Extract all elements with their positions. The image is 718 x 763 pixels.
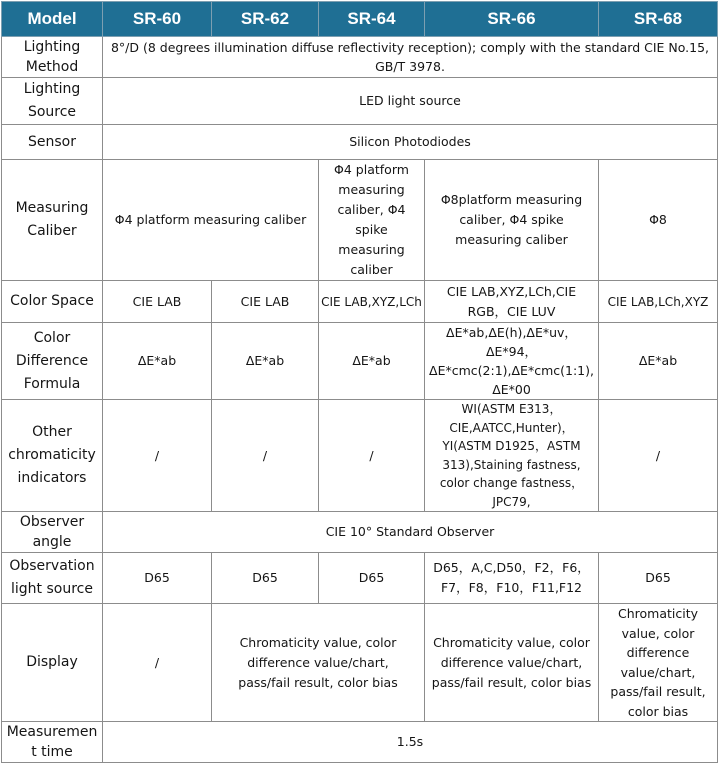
value-measurement-time: 1.5s bbox=[103, 722, 718, 763]
label-observation-light: Observation light source bbox=[2, 553, 103, 604]
label-color-space: Color Space bbox=[2, 281, 103, 323]
value-other-sr62: / bbox=[212, 400, 319, 512]
label-measuring-caliber: Measuring Caliber bbox=[2, 160, 103, 281]
value-observer-angle: CIE 10° Standard Observer bbox=[103, 512, 718, 553]
value-color-space-sr60: CIE LAB bbox=[103, 281, 212, 323]
value-caliber-sr60-sr62: Φ4 platform measuring caliber bbox=[103, 160, 319, 281]
row-measuring-caliber bbox=[2, 160, 718, 281]
value-other-sr68: / bbox=[599, 400, 718, 512]
value-other-sr66: WI(ASTM E313，CIE,AATCC,Hunter)，YI(ASTM D1925，ASTM 313),Staining fastness, color change fastness，JPC79, bbox=[425, 400, 599, 512]
value-sensor: Silicon Photodiodes bbox=[103, 125, 718, 160]
label-lighting-source: Lighting Source bbox=[2, 78, 103, 125]
label-measurement-time: Measurement time bbox=[2, 722, 103, 763]
value-color-diff-sr68: ΔE*ab bbox=[599, 323, 718, 400]
header-row bbox=[2, 2, 718, 37]
row-other-indicators bbox=[2, 400, 718, 512]
row-lighting-source bbox=[2, 78, 718, 125]
value-color-space-sr64: CIE LAB,XYZ,LCh bbox=[319, 281, 425, 323]
value-light-sr64: D65 bbox=[319, 553, 425, 604]
value-light-sr68: D65 bbox=[599, 553, 718, 604]
row-observation-light bbox=[2, 553, 718, 604]
value-color-diff-sr64: ΔE*ab bbox=[319, 323, 425, 400]
label-color-difference: Color Difference Formula bbox=[2, 323, 103, 400]
value-color-space-sr62: CIE LAB bbox=[212, 281, 319, 323]
value-caliber-sr64: Φ4 platform measuring caliber, Φ4 spike measuring caliber bbox=[319, 160, 425, 281]
row-color-difference bbox=[2, 323, 718, 400]
row-color-space bbox=[2, 281, 718, 323]
row-display bbox=[2, 604, 718, 722]
value-other-sr64: / bbox=[319, 400, 425, 512]
value-display-sr62-sr64: Chromaticity value, color difference value/chart, pass/fail result, color bias bbox=[212, 604, 425, 722]
header-sr-66: SR-66 bbox=[425, 2, 599, 37]
value-color-diff-sr62: ΔE*ab bbox=[212, 323, 319, 400]
value-other-sr60: / bbox=[103, 400, 212, 512]
value-display-sr60: / bbox=[103, 604, 212, 722]
row-lighting-method bbox=[2, 37, 718, 78]
header-sr-68: SR-68 bbox=[599, 2, 718, 37]
value-caliber-sr68: Φ8 bbox=[599, 160, 718, 281]
label-observer-angle: Observer angle bbox=[2, 512, 103, 553]
value-lighting-method: 8°/D (8 degrees illumination diffuse reflectivity reception); comply with the standard CIE No.15, GB/T 3978. bbox=[103, 37, 718, 78]
value-display-sr66: Chromaticity value, color difference value/chart, pass/fail result, color bias bbox=[425, 604, 599, 722]
label-sensor: Sensor bbox=[2, 125, 103, 160]
value-lighting-source: LED light source bbox=[103, 78, 718, 125]
header-sr-62: SR-62 bbox=[212, 2, 319, 37]
value-color-space-sr68: CIE LAB,LCh,XYZ bbox=[599, 281, 718, 323]
value-light-sr60: D65 bbox=[103, 553, 212, 604]
value-caliber-sr66: Φ8platform measuring caliber, Φ4 spike measuring caliber bbox=[425, 160, 599, 281]
value-light-sr66: D65，A,C,D50，F2，F6，F7，F8，F10，F11,F12 bbox=[425, 553, 599, 604]
row-observer-angle bbox=[2, 512, 718, 553]
value-display-sr68: Chromaticity value, color difference value/chart, pass/fail result, color bias bbox=[599, 604, 718, 722]
label-display: Display bbox=[2, 604, 103, 722]
value-color-diff-sr66: ΔE*ab,ΔE(h),ΔE*uv， ΔE*94，ΔE*cmc(2:1),ΔE*cmc(1:1),ΔE*00 bbox=[425, 323, 599, 400]
value-color-diff-sr60: ΔE*ab bbox=[103, 323, 212, 400]
label-other-indicators: Other chromaticity indicators bbox=[2, 400, 103, 512]
label-lighting-method: Lighting Method bbox=[2, 37, 103, 78]
spec-comparison-table bbox=[1, 1, 718, 763]
header-sr-64: SR-64 bbox=[319, 2, 425, 37]
row-sensor bbox=[2, 125, 718, 160]
header-model: Model bbox=[2, 2, 103, 37]
value-color-space-sr66: CIE LAB,XYZ,LCh,CIE RGB，CIE LUV bbox=[425, 281, 599, 323]
header-sr-60: SR-60 bbox=[103, 2, 212, 37]
value-light-sr62: D65 bbox=[212, 553, 319, 604]
row-measurement-time bbox=[2, 722, 718, 763]
